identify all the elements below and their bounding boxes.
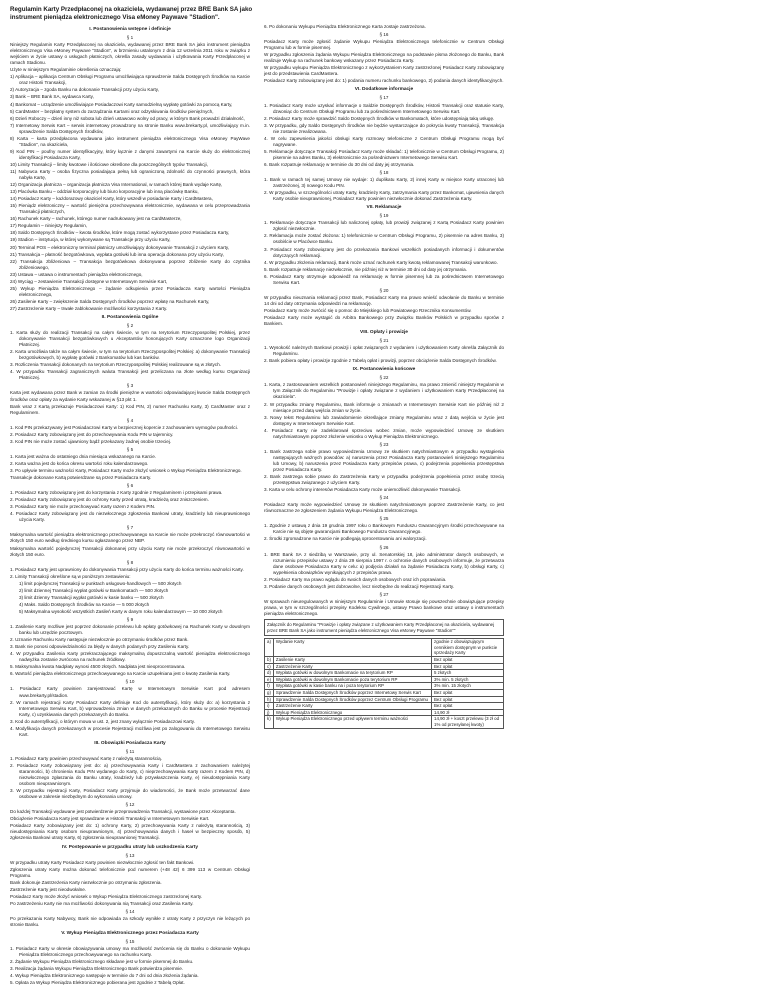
paragraph: 2. Bank pobiera opłaty i prowizje zgodnie z Tabelą opłat i prowizji, poprzez obciążenie Salda Dostępnych Środków. <box>264 358 497 364</box>
paragraph: Posiadacz Karty zobowiązany jest do: 1) podania numeru rachunku bankowego, 2) podania danych identyfikacyjnych. <box>264 78 504 84</box>
paragraph: 5) CardMaster – bezpłatny system do zarządzania Kartami oraz odzyskiwania środków pieniężnych, <box>10 108 214 114</box>
paragraph-number: § 20 <box>379 287 389 293</box>
paragraph: Posiadacz Karty może wypowiedzieć Umowę ze skutkiem natychmiastowym poprzez Zastrzeżenie Karty, co jest równoznaczne ze zgłoszeniem żądania Wykupu Pieniądza Elektronicznego. <box>264 502 504 514</box>
limit-item: 5) Maksymalna wysokość wszystkich Zasileń Karty w danym roku kalendarzowym — 10 000 złotych <box>19 608 223 614</box>
limit-item: 2) limit dziennej Transakcji wypłat gotówki w Bankomatach — 500 złotych <box>19 587 169 593</box>
paragraph: 1. Karta, z zastosowaniem wszelkich postanowień niniejszego Regulaminu, ma prawo zmienić niniejszy Regulamin w tym Załącznik do Regulaminu "Prowizje i opłaty związane z wydaniem i użytkowaniem Karty Przedpłaconej na okaziciela". <box>264 382 504 400</box>
fee-row-value: Bez opłat <box>432 703 504 710</box>
paragraph-number: § 24 <box>379 495 389 501</box>
paragraph: Po zastrzeżeniu Karty nie ma możliwości dokonywania nią Transakcji oraz Zasilenia Karty. <box>10 900 194 906</box>
paragraph: 4. W przypadku złożenia reklamacji, Bank może uznać rachunek Karty kwotą reklamowanej Transakcji warunkowo. <box>264 259 498 265</box>
paragraph-number: § 26 <box>379 544 389 550</box>
paragraph: 1. Posiadacz Karty może uzyskać informacje o Saldzie Dostępnych Środków, Historii Transakcji oraz statusie Karty, dzwoniąc do Centrum Obsługi Programu lub za pośrednictwem Internetowego Serwisu Kart. <box>264 102 504 114</box>
fee-row-index: e) <box>265 676 274 683</box>
fee-row-index: f) <box>265 683 274 690</box>
fee-row-index: d) <box>265 670 274 677</box>
paragraph: 2. Posiadacz Karty zobowiązany jest do ochrony Karty przed utratą, kradzieżą oraz zniszczeniem. <box>10 497 209 503</box>
section-heading: I. Postanowienia wstępne i definicje <box>89 27 171 32</box>
section-heading: II. Postanowienia Ogólne <box>101 314 159 320</box>
paragraph: Posiadacz Karty może zgłosić żądanie Wykupu Pieniądza Elektronicznego telefonicznie w Centrum Obsługi Programu lub w formie pisemnej. <box>264 39 504 51</box>
paragraph: 4. Wykup Pieniądza Elektronicznego następuje w terminie do 7 dni od dnia złożenia żądania. <box>10 973 199 979</box>
paragraph: Zgłoszenia utraty Karty można dokonać telefonicznie pod numerem (+48 42) 6 399 113 w Centrum Obsługi Programu. <box>10 866 250 878</box>
paragraph: 2. Limity Transakcji określone są w poniższym zestawieniu: <box>10 573 131 579</box>
paragraph: 5. Opłata za Wykup Pieniądza Elektronicznego pobierana jest zgodnie z Tabelą Opłat. <box>10 980 185 986</box>
paragraph-number: § 12 <box>125 802 135 808</box>
fee-row-index: c) <box>265 663 274 670</box>
fee-row-label: Sprawdzenie Salda Dostępnych Środków poprzez Internetowy Serwis Kart <box>273 689 431 696</box>
paragraph: 2. Posiadacz Karty ma prawo wglądu do swoich danych osobowych oraz ich poprawiania. <box>264 576 447 582</box>
paragraph: Niniejszy Regulamin Karty Przedpłaconej na okaziciela, wydawanej przez BRE Bank SA jako instrument pieniądza elektronicznego Visa eMoney Paywave "Stadion", w brzmieniu ustalonym z dnia 12 września 2011 roku w związku z wejściem w życie ustawy o usługach płatniczych, określa zasady wydawania i użytkowania Karty Przedpłaconej w ramach Stadionu. <box>10 42 250 66</box>
fee-row-label: Sprawdzenie Salda Dostępnych Środków poprzez Centrum Obsługi Programu <box>273 696 431 703</box>
paragraph: 1. Kod PIN przekazywany jest Posiadaczowi Karty w bezpiecznej kopercie z zachowaniem wymogów poufności. <box>10 424 239 430</box>
paragraph: 2. Posiadacz Karty zobowiązany jest do przechowywania Kodu PIN w tajemnicy. <box>10 431 174 437</box>
paragraph: Posiadacz Karty może złożyć wniosek o Wykup Pieniądza Elektronicznego zastrzeżonej Karty. <box>10 893 203 899</box>
paragraph: W przypadku zgłoszenia żądania Wykupu Pieniądza Elektronicznego na podstawie pisma złożonego do Banku, Bank realizuje Wykup na rachunek bankowy wskazany przez Posiadacza Karty. <box>264 52 504 64</box>
paragraph-number: § 2 <box>126 323 134 329</box>
paragraph: 6) Dzień Roboczy – dzień inny niż sobota lub dzień ustawowo wolny od pracy, w którym Bank prowadzi działalność, <box>10 115 245 121</box>
paragraph: 2. Reklamacja może zostać złożona: 1) telefonicznie w Centrum Obsługi Programu, 2) pisemnie na adres Banku, 3) osobiście w Placówce Banku. <box>264 233 504 245</box>
paragraph: 8) Karta – karta przedpłacona wydawana jako instrument pieniądza elektronicznego Visa eMoney PayWave "Stadion", na okaziciela, <box>10 135 250 147</box>
paragraph: 4. Modyfikacja danych przekazanych w procesie Rejestracji możliwa jest po zalogowaniu do Internetowego Serwisu Kart. <box>10 725 250 737</box>
paragraph: 7) Internetowy Serwis Kart – serwis internetowy prowadzony na stronie Banku www.brekarty.pl, umożliwiający m.in. sprawdzenie Salda Dostępnych Środków, <box>10 122 250 134</box>
paragraph-number: § 6 <box>126 483 134 489</box>
paragraph: Bank dokonuje Zastrzeżenia Karty niezwłocznie po otrzymaniu zgłoszenia. <box>10 879 162 885</box>
paragraph: 2. Środki zgromadzone na Karcie nie podlegają oprocentowaniu ani waloryzacji. <box>264 536 427 542</box>
paragraph-number: § 16 <box>379 32 389 38</box>
paragraph: 20) Terminal POS – elektroniczny terminal płatniczy umożliwiający dokonywanie Transakcji z użyciem Karty, <box>10 244 230 250</box>
paragraph: 2. Żądanie Wykupu Pieniądza Elektronicznego składane jest w formie pisemnej do Banku. <box>10 959 194 965</box>
paragraph: 19) Stadion – instytucja, w której wykonywane są Transakcje przy użyciu Karty, <box>10 237 171 243</box>
paragraph: Transakcje dokonane Kartą potwierdzane są przez Posiadacza Karty. <box>10 475 152 481</box>
fee-row-index: k) <box>265 716 274 728</box>
fee-row-value: 5 złotych <box>432 670 504 677</box>
paragraph-number: § 19 <box>379 213 389 219</box>
paragraph-number: § 1 <box>126 35 134 41</box>
paragraph: 15) Pieniądz elektroniczny – wartość pieniężna przechowywana elektronicznie, wydawana w celu przeprowadzania Transakcji płatniczych, <box>10 203 250 215</box>
paragraph: W przypadku nieuznania reklamacji przez Bank, Posiadacz Karty ma prawo wnieść odwołanie do Banku w terminie 14 dni od daty otrzymania odpowiedzi na reklamację. <box>264 294 504 306</box>
paragraph: 12) Organizacja płatnicza – organizacja płatnicza Visa International, w ramach której Bank wydaje Kartę, <box>10 182 223 188</box>
paragraph-number: § 5 <box>126 446 134 452</box>
paragraph: 2. Karta umożliwia także na całym świecie, w tym na terytorium Rzeczypospolitej Polskiej: a) dokonywanie Transakcji bezgotówkowych, b) wypłatę gotówki z Bankomatów lub kas banków. <box>10 349 250 361</box>
fee-row <box>265 709 504 716</box>
fee-row-label: Wypłata gotówki w kasie banku na i poza terytorium RP <box>273 683 431 690</box>
fee-row <box>265 639 504 657</box>
paragraph: 3. W przypadku rejestracji Karty, Posiadacz Karty przyjmuje do wiadomości, że Bank może przetwarzać dane osobowe w zakresie niezbędnym do wykonania umowy. <box>10 788 250 800</box>
paragraph: Bank wraz z Kartą przekazuje Posiadaczowi Karty: 1) Kod PIN, 2) numer Rachunku Karty, 3) CardMaster oraz z Regulaminem. <box>10 403 250 415</box>
paragraph: 5. Bank rozpatruje reklamację niezwłocznie, nie później niż w terminie 30 dni od daty jej otrzymania. <box>264 266 467 272</box>
fee-row-value: 3% min. 5 złotych <box>432 676 504 683</box>
section-heading: IV. Postępowanie w przypadku utraty lub uszkodzenia Karty <box>61 844 199 850</box>
paragraph: 3. Bank nie ponosi odpowiedzialności za błędy w danych podanych przy Zasileniu Karty. <box>10 644 190 650</box>
fee-row-label: Zastrzeżenie Karty <box>273 703 431 710</box>
paragraph: 9) Kod PIN – poufny numer identyfikacyjny, który łącznie z danymi zawartymi na Karcie służy do elektronicznej identyfikacji Posiadacza Karty, <box>10 148 250 160</box>
paragraph: 11) Nabywca Karty – osoba fizyczna posiadająca pełną lub ograniczoną zdolność do czynności prawnych, która nabyła Kartę, <box>10 168 250 181</box>
fee-row <box>265 689 504 696</box>
fee-row-label: Wykup Pieniądza Elektronicznego <box>273 709 431 716</box>
fee-row <box>265 657 504 664</box>
fee-row-value: 3% min. 15 złotych <box>432 683 504 690</box>
paragraph-number: § 10 <box>125 679 135 685</box>
paragraph: 3) Bank – BRE Bank SA, wydawca Karty, <box>10 94 94 100</box>
paragraph: 22) Transakcja zbliżeniowa – Transakcja bezgotówkowa dokonywana poprzez zbliżenie Karty do czytnika zbliżeniowego, <box>10 258 250 270</box>
fee-row-value: Bez opłat <box>432 663 504 670</box>
paragraph: Maksymalna wartość pojedynczej Transakcji dokonanej przy użyciu Karty nie może przekroczyć równowartości w złotych 150 euro. <box>10 545 250 557</box>
paragraph: W przypadku wykupu Pieniądza Elektronicznego z wykorzystaniem Karty zastrzeżonej Posiadacz Karty zobowiązany jest do przedstawienia CardMastera. <box>264 65 504 77</box>
paragraph: 10) Limity Transakcji – limity kwotowe i ilościowe określone dla poszczególnych typów Transakcji, <box>10 161 208 167</box>
paragraph-number: § 9 <box>126 616 134 622</box>
fee-row-label: Wydanie Karty <box>273 639 431 657</box>
paragraph: 1. Posiadacz Karty zobowiązany jest do korzystania z Karty zgodnie z Regulaminem i przepisami prawa. <box>10 490 223 496</box>
fee-row-value: Bez opłat <box>432 696 504 703</box>
paragraph: 4. W przypadku Zasilenia Karty przekraczającego maksymalną dopuszczalną wartość pieniądza elektronicznego nadwyżka zostanie zwrócona na rachunek źródłowy. <box>10 651 250 663</box>
paragraph: 1. Bank zastrzega sobie prawo wypowiedzenia Umowy ze skutkiem natychmiastowym w przypadku wystąpienia następujących ważnych powodów: a) naruszenia przez Posiadacza Karty postanowień niniejszego Regulaminu lub Umowy, b) naruszenia przez Posiadacza Karty przepisów prawa, c) podejrzenia popełnienia przestępstwa przez Posiadacza Karty. <box>264 448 504 472</box>
fee-row <box>265 670 504 677</box>
paragraph: 25) Wykup Pieniądza Elektronicznego – żądanie odkupienia przez Posiadacza Karty wartości Pieniądza elektronicznego, <box>10 285 250 297</box>
paragraph: 3. W przypadku, gdy Saldo Dostępnych Środków nie będzie wystarczające do pokrycia kwoty Transakcji, Transakcja nie zostanie zrealizowana. <box>264 122 504 134</box>
limit-item: 1) limit pojedynczej Transakcji w punktach usługowo-handlowych — 500 złotych <box>19 580 182 586</box>
paragraph: 1. Zasilenie Karty możliwe jest poprzez dokonanie przelewu lub wpłaty gotówkowej na Rachunek Karty w dowolnym banku lub urzędzie pocztowym. <box>10 624 250 636</box>
fee-row-index: b) <box>265 657 274 664</box>
paragraph: 4. W przypadku Transakcji zagranicznych waluta Transakcji jest przeliczana na złote według kursu Organizacji Płatniczej. <box>10 369 250 381</box>
paragraph: 3. Kod PIN nie może zostać ujawniony bądź przekazany żadnej osobie trzeciej. <box>10 438 172 444</box>
paragraph: 2. Posiadacz Karty może sprawdzić Saldo Dostępnych Środków w Bankomatach, które udostępniają taką usługę. <box>264 115 495 121</box>
paragraph: 3. Kod do autentyfikacji, o którym mowa w ust. 2, jest znany wyłącznie Posiadaczowi Karty. <box>10 718 196 724</box>
fee-row-value: zgodnie z obowiązującym cennikiem dostępnym w punkcie sprzedaży Karty <box>432 639 504 657</box>
paragraph: 1. Karta służy do realizacji Transakcji na całym świecie, w tym na terytorium Rzeczypospolitej Polskiej, przez dokonywanie Transakcji bezgotówkowych u Akceptantów honorujących Karty oznaczone logo Organizacji Płatniczej. <box>10 330 250 348</box>
paragraph: 1. Posiadacz Karty jest uprawniony do dokonywania Transakcji przy użyciu Karty do końca terminu ważności Karty. <box>10 566 244 572</box>
paragraph: Posiadacz Karty zobowiązany jest do: 1) ochrony Karty, 2) przechowywania Karty z należytą starannością, 3) nieudostępniania Karty osobom nieuprawnionym, 4) przechowywania danych i haseł w bezpieczny sposób, 5) zgłoszenia Bankowi utraty Karty, 6) zgłoszenia nieuprawnionej Transakcji. <box>10 823 250 841</box>
paragraph: 1. Posiadacz Karty powinien zarejestrować Kartę w Internetowym Serwisie Kart pod adresem www.brekarty.pl/stadion. <box>10 686 250 698</box>
paragraph-number: § 27 <box>379 591 389 597</box>
paragraph-number: § 21 <box>379 338 389 344</box>
document-columns <box>10 24 758 988</box>
paragraph: 2. Bank zastrzega sobie prawo do Zastrzeżenia Karty w przypadku podejrzenia popełnienia przez osobę trzecią przestępstwa związanego z użyciem Karty. <box>264 474 504 486</box>
fee-row <box>265 716 504 728</box>
fee-row <box>265 683 504 690</box>
limit-item: 4) Maks. Saldo Dostępnych Środków na Karcie — 5 000 złotych <box>19 601 150 607</box>
fee-row-label: Wypłata gotówki w dowolnym Bankomacie poza terytorium RP <box>273 676 431 683</box>
fee-row-index: j) <box>265 709 274 716</box>
paragraph: 26) Zasilenie Karty – zwiększenie Salda Dostępnych Środków poprzez wpłatę na Rachunek Karty, <box>10 298 210 304</box>
paragraph-number: § 14 <box>125 908 135 914</box>
paragraph: Posiadacz Karty może zwrócić się o pomoc do Miejskiego lub Powiatowego Rzecznika Konsumentów. <box>264 307 472 313</box>
paragraph: 2. W ramach rejestracji Karty Posiadacz Karty definiuje Kod do autentyfikacji, który służy do: a) korzystania z Internetowego Serwisu Kart, b) wprowadzenia zmian w danych przekazanych do Banku w procesie Rejestracji Karty, c) uzyskiwania danych przekazanych do Banku. <box>10 699 250 717</box>
paragraph: 3. Po upływie terminu ważności Karty, Posiadacz Karty może złożyć wniosek o Wykup Pieniądza Elektronicznego. <box>10 468 242 473</box>
paragraph: 1. Wysokość należnych Bankowi prowizji i opłat związanych z wydaniem i użytkowaniem Karty określa Załącznik do Regulaminu. <box>264 345 504 357</box>
paragraph: Do każdej Transakcji wydawane jest potwierdzenie przeprowadzenia Transakcji, wystawione przez Akceptanta. <box>10 809 236 815</box>
paragraph: 1. Reklamacje dotyczące Transakcji lub naliczonej opłaty, lub prowizji związanej z Kartą Posiadacz Karty powinien zgłosić niezwłocznie. <box>264 220 504 232</box>
fee-row-label: Wypłata gotówki w dowolnym Bankomacie na terytorium RP <box>273 670 431 677</box>
fee-table <box>264 638 504 728</box>
paragraph-number: § 4 <box>126 417 134 423</box>
paragraph: 2) Autoryzacja – zgoda Banku na dokonanie Transakcji przy użyciu Karty, <box>10 87 160 93</box>
paragraph: 1. Zgodnie z ustawą z dnia 19 grudnia 1997 roku o Bankowym Funduszu Gwarancyjnym środki przechowywane na Karcie nie są objęte gwarancjami Bankowego Funduszu Gwarancyjnego. <box>264 523 504 535</box>
fee-row-index: g) <box>265 689 274 696</box>
paragraph-number: § 22 <box>379 375 389 381</box>
paragraph: 2. Uznanie Rachunku Karty następuje niezwłocznie po otrzymaniu środków przez Bank. <box>10 637 189 643</box>
paragraph: 18) Saldo Dostępnych Środków – kwota środków, które mogą zostać wykorzystane przez Posiadacza Karty, <box>10 230 230 236</box>
paragraph: Posiadacz Karty może wystąpić do Arbitra Bankowego przy Związku Banków Polskich w przypadku sporów z Bankiem. <box>264 314 504 327</box>
paragraph: 3. Posiadacz Karty nie może przechowywać Karty razem z Kodem PIN. <box>10 504 156 510</box>
paragraph: Po przekazaniu Karty Nabywcy, Bank nie odpowiada za szkody wynikłe z utraty Karty z przyczyn nie leżących po stronie Banku. <box>10 916 250 928</box>
paragraph: 3. Realizacja żądania Wykupu Pieniądza Elektronicznego Bank potwierdza pisemnie. <box>10 966 184 972</box>
paragraph: 1. Posiadacz Karty powinien przechowywać Kartę z należytą starannością. <box>10 755 162 761</box>
paragraph: 3. Posiadacz Karty zobowiązany jest do przekazania Bankowi wszelkich posiadanych informacji i dokumentów dotyczących reklamacji. <box>264 246 504 258</box>
paragraph-number: § 23 <box>379 441 389 447</box>
paragraph: Karta jest wydawana przez Bank w zamian za środki pieniężne w wartości odpowiadającej kwocie Salda Dostępnych Środków oraz opłaty za wydanie Karty wskazanej w §13 pkt 1. <box>10 390 250 402</box>
paragraph-number: § 25 <box>379 516 389 522</box>
fee-row-value: Bez opłat <box>432 689 504 696</box>
paragraph: 4. Posiadacz Karty nie zadeklarował sprzeciwu wobec zmian, może wypowiedzieć Umowę ze skutkiem natychmiastowym poprzez złożenie wniosku o Wykup Pieniądza Elektronicznego. <box>264 427 504 439</box>
paragraph: 6. Wartość pieniądza elektronicznego przechowywanego na Karcie uzupełniana jest o kwotę Zasilenia Karty. <box>10 671 231 677</box>
paragraph: 16) Rachunek Karty – rachunek, którego numer nadrukowany jest na CardMasterze, <box>10 216 182 222</box>
paragraph: 2. Karta ważna jest do końca okresu wartości roku kalendarzowego. <box>10 460 149 466</box>
paragraph-number: § 13 <box>125 852 135 858</box>
section-heading: VII. Reklamacje <box>366 205 402 211</box>
paragraph: 3. Podanie danych osobowych jest dobrowolne, lecz niezbędne do realizacji Rejestracji Karty. <box>264 583 455 589</box>
paragraph: 17) Regulamin – niniejszy Regulamin, <box>10 223 88 229</box>
fee-row <box>265 676 504 683</box>
paragraph: 3. Karta w celu ochrony interesów Posiadacza Karty może uniemożliwić dokonywanie Transakcji. <box>264 487 462 493</box>
fee-row-value: 14,90 zł + koszt przelewu (3 zł od 1% od przesyłanej kwoty) <box>432 716 504 728</box>
paragraph: 24) Wyciąg – zestawienie Transakcji dostępne w Internetowym Serwisie Kart, <box>10 278 168 284</box>
paragraph-number: § 3 <box>126 383 134 389</box>
fee-row-label: Zasilenie Karty <box>273 657 431 664</box>
paragraph: 6. Posiadacz Karty otrzymuje odpowiedź na reklamację w formie pisemnej lub za pośrednictwem Internetowego Serwisu Kart. <box>264 273 504 285</box>
paragraph: 4) Bankomat – urządzenie umożliwiające Posiadaczowi Karty samodzielną wypłatę gotówki za pomocą Karty, <box>10 101 233 107</box>
paragraph: 1. Posiadacz Karty w okresie obowiązywania umowy ma możliwość zwrócenia się do Banku o dokonanie Wykupu Pieniądza Elektronicznego przechowywanego na rachunku Karty. <box>10 946 250 958</box>
section-heading: VIII. Opłaty i prowizje <box>360 330 408 336</box>
section-heading: V. Wykup Pieniądza Elektronicznego przez Posiadacza Karty <box>61 931 199 937</box>
fee-row-value: Bez opłat <box>432 657 504 664</box>
fee-row <box>265 703 504 710</box>
paragraph: 3. Nowy tekst Regulaminu lub zawiadomienie określające zmiany Regulaminu wraz z datą wejścia w życie jest dostępny w Internetowym Serwisie Kart. <box>264 414 504 426</box>
paragraph: 1) Aplikacja – aplikacja Centrum Obsługi Programu umożliwiająca sprawdzenie Salda Dostępnych Środków na Karcie oraz Historii Transakcji, <box>10 74 250 86</box>
section-heading: III. Obowiązki Posiadacza Karty <box>94 740 166 746</box>
paragraph: W przypadku utraty Karty Posiadacz Karty powinien niezwłocznie zgłosić ten fakt Bankowi. <box>10 859 195 865</box>
paragraph-number: § 7 <box>126 525 134 531</box>
fee-table-caption: Załącznik do Regulaminu "Prowizje i opłaty związane z użytkowaniem Karty Przedpłaconej na okaziciela, wydawanej przez BRE Bank SA jako instrument pieniądza elektronicznego Visa eMoney Paywave "Stadion"" <box>264 619 504 636</box>
fee-row-label: Wykup Pieniądza Elektronicznego przed upływem terminu ważności <box>273 716 431 728</box>
paragraph: Użyte w niniejszym Regulaminie określenia oznaczają: <box>10 67 122 73</box>
paragraph: W sprawach nieuregulowanych w niniejszym Regulaminie i Umowie stosuje się powszechnie obowiązujące przepisy prawa, w tym w szczególności przepisy Kodeksu Cywilnego, ustawy Prawo bankowe oraz ustawy o instrumentach pieniądza elektronicznego. <box>264 598 504 616</box>
paragraph: 27) Zastrzeżenie Karty – trwałe zablokowanie możliwości korzystania z Karty. <box>10 305 168 311</box>
paragraph-number: § 8 <box>126 559 134 565</box>
paragraph-number: § 11 <box>125 748 135 754</box>
paragraph: 2. Posiadacz Karty zobowiązany jest do: a) przechowywania Karty i CardMastera z zachowaniem należytej staranności, b) chronienia Kodu PIN wydanego do Karty, c) nieprzechowywania Karty razem z Kodem PIN, d) niezwłocznego zgłaszania do Banku utraty, kradzieży lub przywłaszczenia Karty, e) nieudostępniania Karty osobom nieuprawnionym. <box>10 762 250 787</box>
document-title: Regulamin Karty Przedpłaconej na okaziciela, wydawanej przez BRE Bank SA jako instrument pieniądza elektronicznego Visa eMoney Paywave "Stadion". <box>10 6 253 21</box>
paragraph: Obciążenie Posiadacza Karty jest sprawdzane w Historii Transakcji w Internetowym Serwisie Kart. <box>10 816 210 822</box>
fee-row-index: a) <box>265 639 274 657</box>
paragraph-number: § 15 <box>125 939 135 945</box>
fee-row-index: i) <box>265 703 274 710</box>
paragraph: 13) Placówka Banku – oddział korporacyjny lub biuro korporacyjne lub inną placówkę Banku, <box>10 189 199 195</box>
paragraph: 5. Maksymalna kwota Nadpłaty wynosi 4500 złotych. Nadpłata jest nieoprocentowana. <box>10 664 186 670</box>
paragraph-number: § 18 <box>379 169 389 175</box>
section-heading: VI. Dodatkowe informacje <box>354 87 414 93</box>
fee-row <box>265 663 504 670</box>
fee-row-label: Zastrzeżenie Karty <box>273 663 431 670</box>
paragraph: 6. Bank rozpatruje reklamację w terminie do 30 dni od daty jej otrzymania. <box>264 161 415 167</box>
paragraph: Zastrzeżenie Karty jest nieodwołalne. <box>10 886 87 892</box>
paragraph: 4. W celu zapewnienia jakości obsługi Karty rozmowy telefoniczne z Centrum Obsługi Programu mogą być nagrywane. <box>264 135 504 147</box>
paragraph: 6. Po dokonaniu Wykupu Pieniądza Elektronicznego Karta zostaje zastrzeżona. <box>264 24 426 29</box>
paragraph: 4. Posiadacz Karty zobowiązany jest do niezwłocznego zgłoszenia Bankowi utraty, kradzieży lub nieuprawnionego użycia Karty. <box>10 511 250 523</box>
paragraph: 1. Bank w ramach tej samej Umowy nie wydaje: 1) duplikatu Karty, 2) innej Karty w miejsce Karty utraconej lub zastrzeżonej, 3) nowego Kodu PIN. <box>264 177 504 189</box>
paragraph: 21) Transakcja – płatność bezgotówkowa, wypłata gotówki lub inna operacja dokonana przy użyciu Karty, <box>10 251 224 257</box>
paragraph: 5. Reklamacje dotyczące Transakcji Posiadacz Karty może składać: 1) telefonicznie w Centrum Obsługi Programu, 2) pisemnie na adres Banku, 3) elektronicznie za pośrednictwem Internetowego Serwisu Kart. <box>264 148 504 160</box>
fee-row <box>265 696 504 703</box>
paragraph: 14) Posiadacz Karty – każdorazowy okaziciel Karty, który wszedł w posiadanie Karty i CardMastera, <box>10 196 213 202</box>
paragraph: 1. BRE Bank SA z siedzibą w Warszawie, przy ul. Senatorskiej 18, jako administrator danych osobowych, w rozumieniu przepisów ustawy z dnia 29 sierpnia 1997 r. o ochronie danych osobowych informuje, że przetwarza dane osobowe Posiadacza Karty w celu: a) podjęcia działań na żądanie Posiadacza Karty, b) obsługi Karty, c) wypełnienia obowiązków wynikających z przepisów prawa. <box>264 551 504 575</box>
paragraph: 2. W przypadku, w szczególności utraty Karty, kradzieży Karty, zatrzymania Karty przez Bankomat, ujawnienia danych Karty osobie nieuprawnionej, Posiadacz Karty powinien niezwłocznie dokonać Zastrzeżenia Karty. <box>264 190 504 202</box>
paragraph: Maksymalna wartość pieniądza elektronicznego przechowywanego na Karcie nie może przekroczyć równowartości w złotych 150 euro według średniego kursu ogłaszanego przez NBP. <box>10 532 250 544</box>
paragraph: 1. Karta jest ważna do ostatniego dnia miesiąca wskazanego na Karcie. <box>10 453 157 459</box>
paragraph: 23) Ustawa – ustawa o instrumentach pieniądza elektronicznego, <box>10 271 143 277</box>
fee-row-index: h) <box>265 696 274 703</box>
paragraph-number: § 17 <box>379 95 389 101</box>
fee-row-value: 14,90 zł <box>432 709 504 716</box>
limit-item: 3) limit dzienny Transakcji wypłat gotówki w kasie banku — 500 złotych <box>19 594 164 600</box>
paragraph: 3. Rozliczenia Transakcji dokonanych na terytorium Rzeczypospolitej Polskiej realizowane są w złotych. <box>10 362 221 368</box>
paragraph: 2. W przypadku zmiany Regulaminu, Bank informuje o zmianach w Internetowym Serwisie Kart nie później niż 2 miesiące przed datą wejścia zmian w życie. <box>264 401 504 413</box>
section-heading: IX. Postanowienia końcowe <box>352 367 416 373</box>
